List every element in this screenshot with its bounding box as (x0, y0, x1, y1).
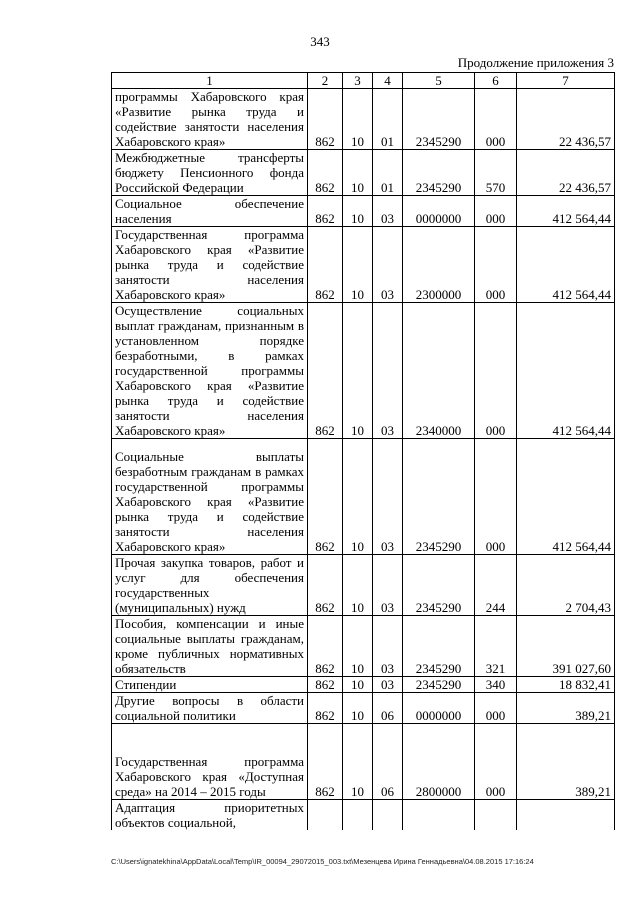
row-name-cell: Другие вопросы в области социальной политики (112, 693, 308, 724)
row-subsection-cell: 03 (373, 303, 403, 439)
row-section-cell: 10 (343, 555, 373, 616)
row-section-cell: 10 (343, 677, 373, 693)
row-amount-cell: 18 832,41 (517, 677, 615, 693)
table-row (112, 616, 615, 677)
row-expense-type-cell: 244 (475, 555, 517, 616)
row-expense-type-cell: 000 (475, 303, 517, 439)
table-row (112, 555, 615, 616)
column-header: 5 (403, 73, 475, 89)
row-name-cell: Государственная программа Хабаровского края «Доступная среда» на 2014 – 2015 годы (112, 724, 308, 800)
row-target-article-cell (403, 800, 475, 831)
row-amount-cell: 412 564,44 (517, 196, 615, 227)
row-amount-cell: 412 564,44 (517, 227, 615, 303)
column-header: 2 (308, 73, 343, 89)
row-name-cell: Пособия, компенсации и иные социальные выплаты гражданам, кроме публичных нормативных обязательств (112, 616, 308, 677)
row-amount-cell: 389,21 (517, 724, 615, 800)
table-row (112, 677, 615, 693)
row-section-cell (343, 800, 373, 831)
row-target-article-cell: 0000000 (403, 693, 475, 724)
row-name-cell: Адаптация приоритетных объектов социальной, (112, 800, 308, 831)
row-ministry-code-cell (308, 800, 343, 831)
row-expense-type-cell: 000 (475, 439, 517, 555)
row-subsection-cell (373, 800, 403, 831)
column-header: 1 (112, 73, 308, 89)
table-row (112, 724, 615, 800)
row-subsection-cell: 03 (373, 555, 403, 616)
column-header: 6 (475, 73, 517, 89)
table-row (112, 196, 615, 227)
row-amount-cell: 389,21 (517, 693, 615, 724)
table-row (112, 150, 615, 196)
row-subsection-cell: 06 (373, 724, 403, 800)
row-section-cell: 10 (343, 227, 373, 303)
row-section-cell: 10 (343, 724, 373, 800)
row-ministry-code-cell: 862 (308, 439, 343, 555)
row-amount-cell (517, 800, 615, 831)
row-target-article-cell: 0000000 (403, 196, 475, 227)
row-section-cell: 10 (343, 150, 373, 196)
file-path-footer: C:\Users\ignatekhina\AppData\Local\Temp\IR_00094_29072015_003.txt\Мезенцева Ирина Геннадьевна\04.08.2015 17:16:24 (111, 857, 534, 866)
row-expense-type-cell: 000 (475, 196, 517, 227)
row-target-article-cell: 2345290 (403, 89, 475, 150)
row-subsection-cell: 03 (373, 677, 403, 693)
column-header: 7 (517, 73, 615, 89)
row-subsection-cell: 03 (373, 227, 403, 303)
column-header: 3 (343, 73, 373, 89)
table-row (112, 303, 615, 439)
row-ministry-code-cell: 862 (308, 693, 343, 724)
row-ministry-code-cell: 862 (308, 677, 343, 693)
row-ministry-code-cell: 862 (308, 555, 343, 616)
row-target-article-cell: 2345290 (403, 616, 475, 677)
row-expense-type-cell: 000 (475, 724, 517, 800)
column-header: 4 (373, 73, 403, 89)
row-name-cell: Государственная программа Хабаровского края «Развитие рынка труда и содействие занятости населения Хабаровского края» (112, 227, 308, 303)
row-target-article-cell: 2340000 (403, 303, 475, 439)
row-section-cell: 10 (343, 89, 373, 150)
row-target-article-cell: 2345290 (403, 439, 475, 555)
row-name-cell: Социальное обеспечение населения (112, 196, 308, 227)
row-target-article-cell: 2300000 (403, 227, 475, 303)
row-ministry-code-cell: 862 (308, 724, 343, 800)
row-amount-cell: 2 704,43 (517, 555, 615, 616)
row-subsection-cell: 01 (373, 150, 403, 196)
page-number: 343 (310, 34, 330, 49)
table-row (112, 693, 615, 724)
row-amount-cell: 22 436,57 (517, 150, 615, 196)
table-row (112, 439, 615, 555)
row-ministry-code-cell: 862 (308, 227, 343, 303)
row-target-article-cell: 2345290 (403, 677, 475, 693)
row-subsection-cell: 03 (373, 616, 403, 677)
row-target-article-cell: 2345290 (403, 555, 475, 616)
row-name-cell: Межбюджетные трансферты бюджету Пенсионного фонда Российской Федерации (112, 150, 308, 196)
table-row (112, 89, 615, 150)
row-section-cell: 10 (343, 693, 373, 724)
row-amount-cell: 412 564,44 (517, 303, 615, 439)
row-ministry-code-cell: 862 (308, 616, 343, 677)
row-name-cell: программы Хабаровского края «Развитие рынка труда и содействие занятости населения Хабаровского края» (112, 89, 308, 150)
row-expense-type-cell: 321 (475, 616, 517, 677)
row-expense-type-cell: 000 (475, 227, 517, 303)
row-ministry-code-cell: 862 (308, 196, 343, 227)
row-subsection-cell: 06 (373, 693, 403, 724)
row-name-cell: Прочая закупка товаров, работ и услуг для обеспечения государственных (муниципальных) нужд (112, 555, 308, 616)
row-name-cell: Осуществление социальных выплат гражданам, признанным в установленном порядке безработными, в рамках государственной программы Хабаровского края «Развитие рынка труда и содействие занятости населения Хабаровского края» (112, 303, 308, 439)
row-target-article-cell: 2800000 (403, 724, 475, 800)
row-ministry-code-cell: 862 (308, 89, 343, 150)
table-row (112, 800, 615, 831)
row-expense-type-cell (475, 800, 517, 831)
row-target-article-cell: 2345290 (403, 150, 475, 196)
row-subsection-cell: 03 (373, 439, 403, 555)
table-header-row (112, 73, 615, 89)
row-expense-type-cell: 000 (475, 693, 517, 724)
row-subsection-cell: 03 (373, 196, 403, 227)
row-section-cell: 10 (343, 616, 373, 677)
row-ministry-code-cell: 862 (308, 303, 343, 439)
row-name-cell: Социальные выплаты безработным гражданам в рамках государственной программы Хабаровского края «Развитие рынка труда и содействие занятости населения Хабаровского края» (112, 439, 308, 555)
table-row (112, 227, 615, 303)
row-amount-cell: 22 436,57 (517, 89, 615, 150)
row-section-cell: 10 (343, 439, 373, 555)
row-ministry-code-cell: 862 (308, 150, 343, 196)
row-subsection-cell: 01 (373, 89, 403, 150)
row-amount-cell: 391 027,60 (517, 616, 615, 677)
row-amount-cell: 412 564,44 (517, 439, 615, 555)
row-expense-type-cell: 340 (475, 677, 517, 693)
row-section-cell: 10 (343, 303, 373, 439)
continuation-label: Продолжение приложения 3 (457, 55, 614, 70)
row-name-cell: Стипендии (112, 677, 308, 693)
budget-table (111, 72, 615, 830)
row-expense-type-cell: 570 (475, 150, 517, 196)
row-expense-type-cell: 000 (475, 89, 517, 150)
row-section-cell: 10 (343, 196, 373, 227)
